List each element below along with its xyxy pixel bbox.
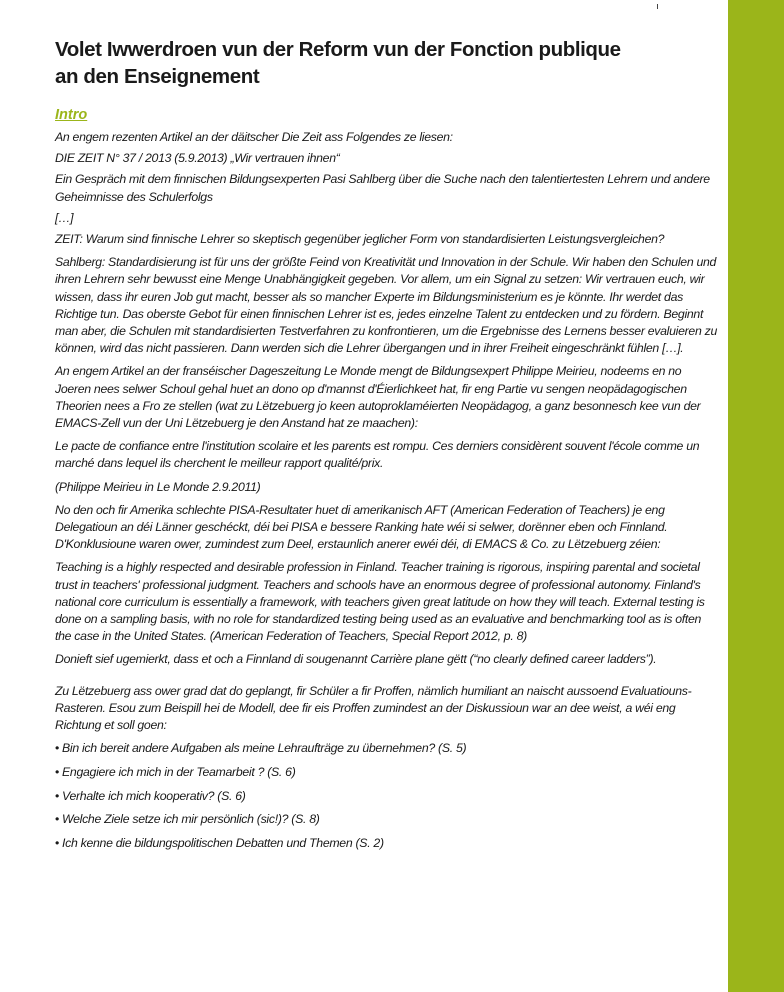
paragraph-zeit-question: ZEIT: Warum sind finnische Lehrer so skeptisch gegenüber jeglicher Form von standardisierten Leistungsvergleichen? [55,232,665,247]
list-item [55,835,720,852]
paragraph-zeit-subtitle: Ein Gespräch mit dem finnischen Bildungsexperten Pasi Sahlberg über die Suche nach den talentiertesten Lehrern und andere Geheimnisse des Schulerfolgs [55,172,710,204]
list-item-text: Ich kenne die bildungspolitischen Debatten und Themen (S. 2) [62,836,384,851]
paragraph-intro: An engem rezenten Artikel an der däitscher Die Zeit ass Folgendes ze liesen: [55,130,453,144]
paragraph-career-note: Donieft sief ugemierkt, dass et och a Finnland di sougenannt Carrière plane gëtt (“no clearly defined career ladders”). [55,652,657,667]
intro-heading: Intro [55,107,88,123]
evaluation-question-list [55,740,720,852]
paragraph-aft-quote: Teaching is a highly respected and desirable profession in Finland. Teacher training is rigorous, inspiring parental and societal trust in teachers' professional judgment. Teachers and schools have an enormous degree of professional autonomy. Finland's national core curriculum is essentially a framework, with teachers given great latitude on how they will teach. External testing is done on a sampling basis, with no role for standardized testing being used as an evaluative and benchmarking tool as is often the case in the United States. (American Federation of Teachers, Special Report 2012, p. 8) [55,560,705,644]
list-item-text: Verhalte ich mich kooperativ? (S. 6) [62,788,246,803]
paragraph-meirieu-intro: An engem Artikel an der franséischer Dageszeitung Le Monde mengt de Bildungsexpert Philippe Meirieu, nodeems en no Joeren nees selwer Schoul gehal huet an dono op d'mannst d'Éierlichkeet hat, fir eng Partie vu sengen neopädagogischen Theorien nees a Fro ze stellen (wat zu Lëtzebuerg jo keen autoproklaméierten Neopädagog, a ganz besonnesch kee vun der EMACS-Zell vun der Uni Lëtzebuerg je den Anstand hat ze maachen): [55,364,701,431]
list-item [55,740,720,757]
bullet-icon: • [55,836,60,851]
document-title [55,36,720,90]
paragraph-meirieu-source: (Philippe Meirieu in Le Monde 2.9.2011) [55,479,261,494]
list-item-text: Welche Ziele setze ich mir persönlich (sic!)? (S. 8) [62,812,320,827]
list-item [55,788,720,805]
article-body [55,129,720,852]
corner-mark [657,4,658,9]
paragraph-zeit-citation: DIE ZEIT N° 37 / 2013 (5.9.2013) „Wir vertrauen ihnen“ [55,151,340,166]
document-page [55,36,720,859]
title-line-2: an den Enseignement [55,65,260,88]
title-line-1: Volet Iwwerdroen vun der Reform vun der Fonction publique [55,38,621,61]
paragraph-meirieu-quote: Le pacte de confiance entre l'institution scolaire et les parents est rompu. Ces derniers considèrent souvent l'école comme un marché dans lequel ils cherchent le meilleur rapport qualité/prix. [55,439,700,471]
bullet-icon: • [55,765,60,779]
paragraph-ellipsis: […] [55,210,74,225]
bullet-icon: • [55,788,60,803]
bullet-icon: • [55,741,60,756]
paragraph-aft-intro: No den och fir Amerika schlechte PISA-Resultater huet di amerikanisch AFT (American Federation of Teachers) je eng Delegatioun an déi Länner geschéckt, déi bei PISA e bessere Ranking hate wéi si selwer, dorënner eben och Finnland. D'Konklusioune waren ower, zumindest zum Deel, erstaunlich anerer ewéi déi, di EMACS & Co. zu Lëtzebuerg zéien: [55,502,668,552]
bullet-icon: • [55,812,60,827]
paragraph-sahlberg-answer: Sahlberg: Standardisierung ist für uns der größte Feind von Kreativität und Innovation in der Schule. Wir haben den Schulen und ihren Lehrern sehr bewusst eine Menge Unabhängigkeit gegeben. Vor allem, um ein Signal zu setzen: Wir vertrauen euch, wir wissen, dass ihr euren Job gut macht, besser als so mancher Experte im Bildungsministerium es je könnte. Ihr werdet das Richtige tun. Das oberste Gebot für einen finnischen Lehrer ist es, jedes einzelne Talent zu entdecken und zu fördern. Beginnt man aber, die Schulen mit standardisierten Testverfahren zu konfrontieren, um die Ergebnisse des Lernens besser evaluieren zu können, wird das nicht passieren. Dann werden sich die Lehrer übergangen und in ihrer Freiheit eingeschränkt fühlen […]. [55,255,718,356]
list-item-text: Bin ich bereit andere Aufgaben als meine Lehraufträge zu übernehmen? (S. 5) [62,741,467,756]
list-item [55,811,720,828]
list-item [55,764,720,781]
paragraph-luxembourg-plan: Zu Lëtzebuerg ass ower grad dat do geplangt, fir Schüler a fir Proffen, nämlich humiliant an naischt aussoend Evaluatiouns-Rasteren. Esou zum Beispill hei de Modell, dee fir eis Proffen zumindest an der Diskussioun war an dee weist, a wéi eng Richtung et soll goen: [55,683,692,733]
green-side-bar [728,0,784,992]
list-item-text: Engagiere ich mich in der Teamarbeit ? (S. 6) [62,765,296,779]
